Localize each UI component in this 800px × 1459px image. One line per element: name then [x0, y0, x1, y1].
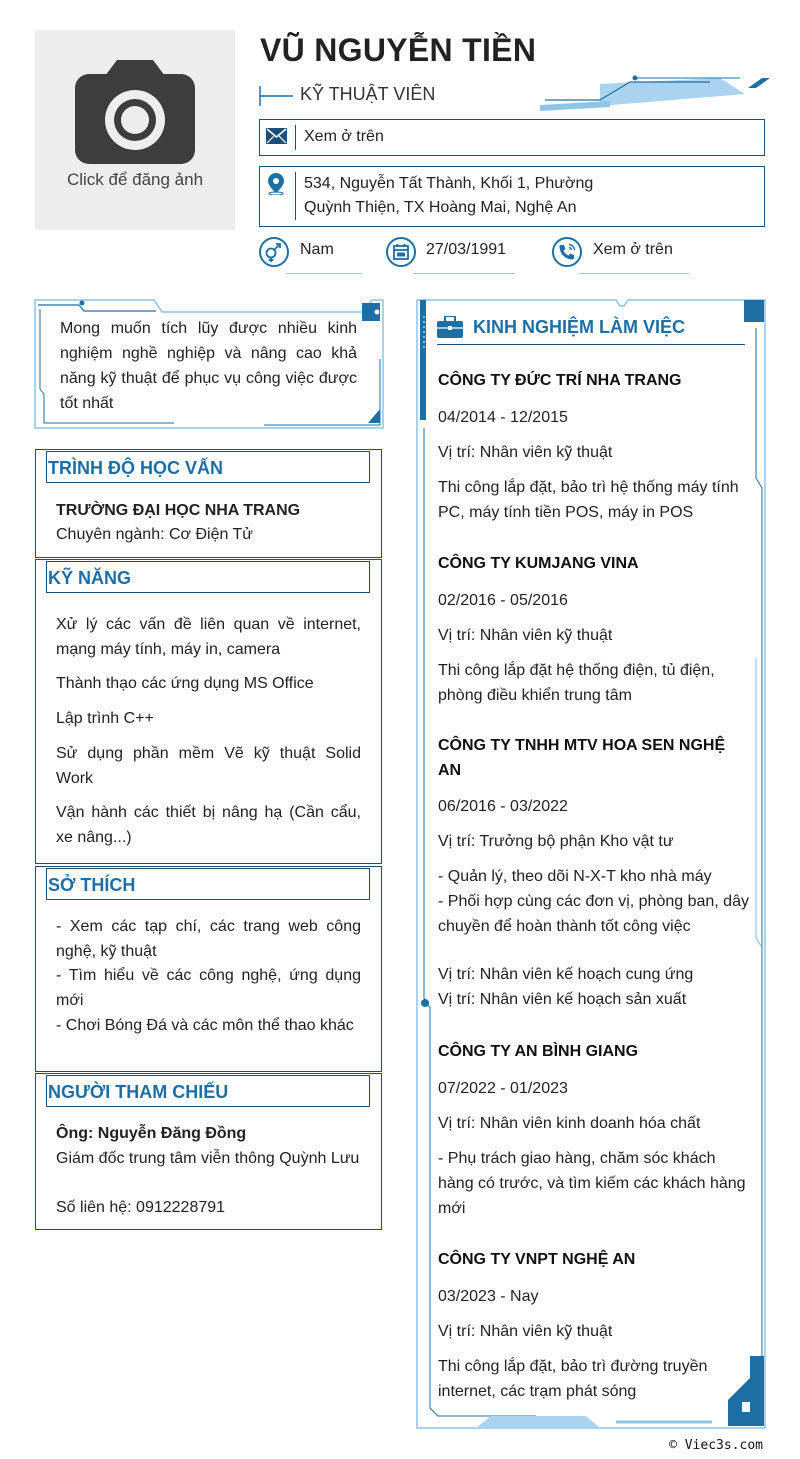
experience-title: KINH NGHIỆM LÀM VIỆC [473, 317, 686, 337]
phone-underline [579, 273, 689, 274]
calendar-icon [386, 237, 416, 267]
reference-contact: Số liên hệ: 0912228791 [56, 1199, 226, 1216]
job-period: 06/2016 - 03/2022 [438, 798, 568, 815]
header-tech-decoration [540, 74, 770, 114]
job-company: CÔNG TY KUMJANG VINA [438, 555, 639, 572]
skills-title: KỸ NĂNG [48, 568, 132, 588]
title-connector-decoration [259, 86, 295, 106]
job-period: 04/2014 - 12/2015 [438, 409, 568, 426]
job-description: Thi công lắp đặt, bảo trì đường truyền internet, các trạm phát sóng [438, 1358, 708, 1400]
job-description: Thi công lắp đặt, bảo trì hệ thống máy tính PC, máy tính tiền POS, máy in POS [438, 479, 739, 521]
job-company: CÔNG TY AN BÌNH GIANG [438, 1043, 639, 1060]
job-position: Vị trí: Trưởng bộ phận Kho vật tư [438, 833, 674, 850]
skill-item: Xử lý các vấn đề liên quan về internet, mạng máy tính, máy in, camera [56, 616, 361, 658]
reference-title: NGƯỜI THAM CHIẾU [48, 1082, 229, 1102]
job-description: Thi công lắp đặt hệ thống điện, tủ điện, phòng điều khiển trung tâm [438, 662, 715, 704]
job-position: Vị trí: Nhân viên kế hoạch cung ứng [438, 966, 694, 983]
job-position: Vị trí: Nhân viên kinh doanh hóa chất [438, 1115, 701, 1132]
job-company: CÔNG TY VNPT NGHỆ AN [438, 1251, 636, 1268]
hobbies-title: SỞ THÍCH [48, 875, 136, 895]
skill-item: Vận hành các thiết bị nâng hạ (Cần cẩu, xe nâng...) [56, 804, 361, 846]
objective-text: Mong muốn tích lũy được nhiều kinh nghiệm nghề nghiệp và nâng cao khả năng kỹ thuật để phục vụ công việc được tốt nhất [60, 320, 357, 412]
skill-item: Sử dụng phần mềm Vẽ kỹ thuật Solid Work [56, 745, 361, 787]
job-description: - Quản lý, theo dõi N-X-T kho nhà máy [438, 868, 712, 885]
reference-position: Giám đốc trung tâm viễn thông Quỳnh Lưu [56, 1150, 360, 1167]
hobbies-header [46, 868, 370, 900]
phone-icon [552, 237, 582, 267]
email-value: Xem ở trên [304, 128, 384, 145]
skills-header [46, 561, 370, 593]
gender-icon [259, 237, 289, 267]
job-position: Vị trí: Nhân viên kỹ thuật [438, 444, 613, 461]
gender-underline [286, 273, 362, 274]
reference-header [46, 1075, 370, 1107]
email-row [259, 119, 765, 156]
hobby-item: - Xem các tạp chí, các trang web công nghệ, kỹ thuật [56, 918, 361, 960]
education-title: TRÌNH ĐỘ HỌC VẤN [48, 458, 223, 478]
photo-upload-label: Click để đăng ảnh [66, 170, 204, 189]
experience-title-underline [437, 344, 745, 345]
location-pin-icon [267, 173, 285, 195]
education-header [46, 451, 370, 483]
job-period: 07/2022 - 01/2023 [438, 1080, 568, 1097]
envelope-icon [266, 128, 287, 144]
hobby-item: - Tìm hiểu về các công nghệ, ứng dụng mới [56, 967, 361, 1009]
birthday-value: 27/03/1991 [426, 241, 507, 258]
job-company: CÔNG TY TNHH MTV HOA SEN NGHỆ AN [438, 737, 726, 779]
job-description: - Phối hợp cùng các đơn vị, phòng ban, dây chuyền để hoàn thành tốt công việc [438, 893, 749, 935]
gender-value: Nam [300, 241, 334, 258]
skill-item: Lập trình C++ [56, 710, 154, 727]
job-period: 03/2023 - Nay [438, 1288, 539, 1305]
job-period: 02/2016 - 05/2016 [438, 592, 568, 609]
skill-item: Thành thạo các ứng dụng MS Office [56, 675, 314, 692]
briefcase-icon [437, 316, 463, 338]
education-school: TRƯỜNG ĐẠI HỌC NHA TRANG [56, 502, 301, 519]
job-company: CÔNG TY ĐỨC TRÍ NHA TRANG [438, 372, 682, 389]
address-line-1: 534, Nguyễn Tất Thành, Khối 1, Phường [304, 175, 594, 192]
hobby-item: - Chơi Bóng Đá và các môn thể thao khác [56, 1017, 354, 1034]
address-row [259, 166, 765, 227]
job-description: - Phụ trách giao hàng, chăm sóc khách hàng có trước, và tìm kiếm các khách hàng mới [438, 1150, 746, 1217]
reference-name: Ông: Nguyễn Đăng Đồng [56, 1125, 247, 1142]
phone-value: Xem ở trên [593, 241, 673, 258]
candidate-name: VŨ NGUYỄN TIỀN [260, 32, 537, 68]
job-title: KỸ THUẬT VIÊN [300, 84, 436, 104]
job-position: Vị trí: Nhân viên kỹ thuật [438, 627, 613, 644]
copyright-footer: © Viec3s.com [669, 1438, 763, 1453]
education-major: Chuyên ngành: Cơ Điện Tử [56, 526, 254, 543]
camera-icon [75, 58, 195, 166]
job-position: Vị trí: Nhân viên kế hoạch sản xuất [438, 991, 687, 1008]
birthday-underline [413, 273, 515, 274]
photo-upload[interactable] [35, 30, 235, 230]
address-line-2: Quỳnh Thiện, TX Hoàng Mai, Nghệ An [304, 199, 577, 216]
job-position: Vị trí: Nhân viên kỹ thuật [438, 1323, 613, 1340]
